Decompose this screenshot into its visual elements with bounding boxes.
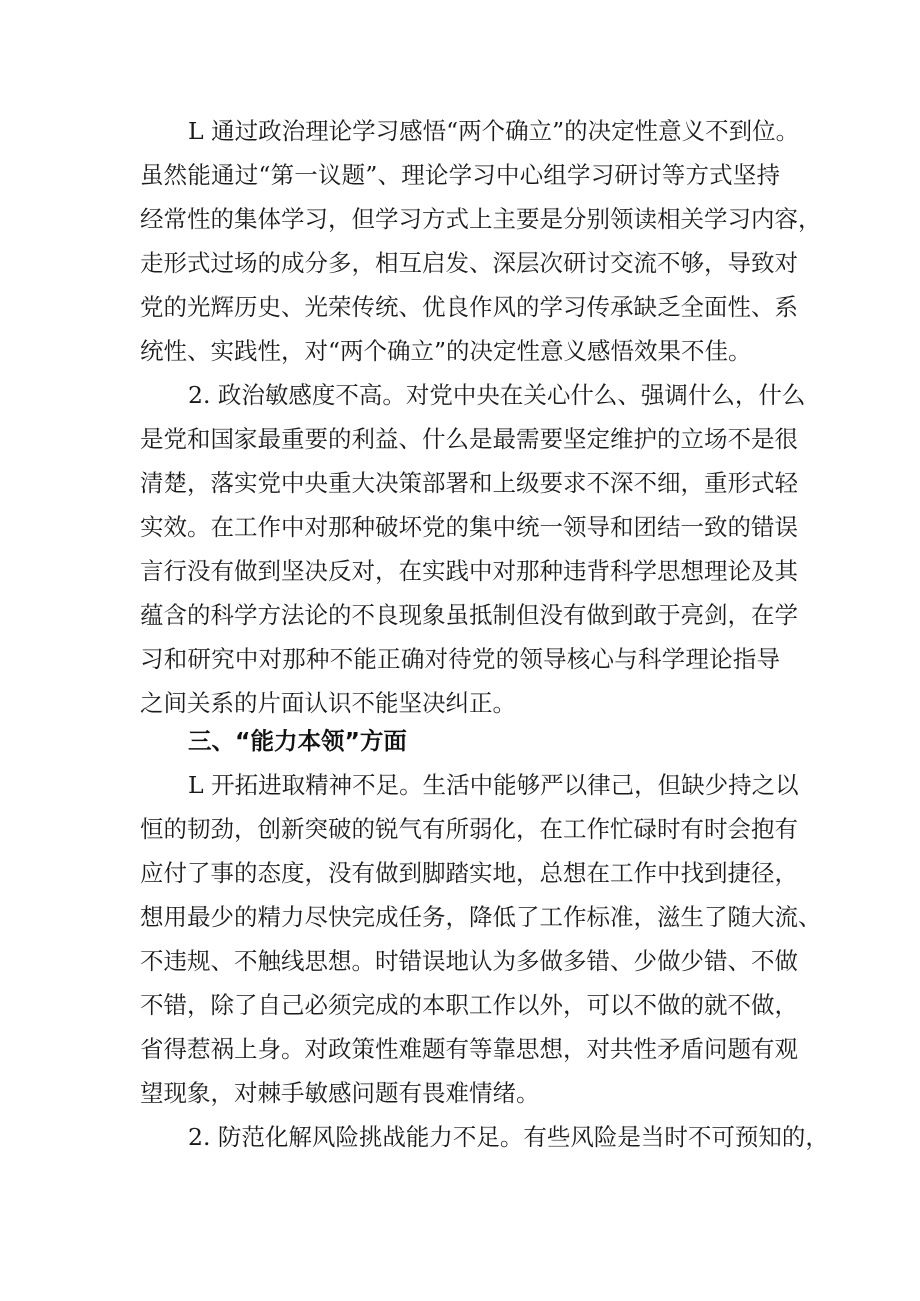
paragraph-line: 不错，除了自己必须完成的本职工作以外，可以不做的就不做， xyxy=(140,991,798,1019)
paragraph-line: L 通过政治理论学习感悟“两个确立”的决定性意义不到位。 xyxy=(188,117,800,145)
paragraph-line: 党的光辉历史、光荣传统、优良作风的学习传承缺乏全面性、系 xyxy=(140,293,798,321)
paragraph-line: 蕴含的科学方法论的不良现象虽抵制但没有做到敢于亮剑，在学 xyxy=(140,601,798,629)
paragraph-line: 之间关系的片面认识不能坚决纠正。 xyxy=(140,689,516,717)
paragraph-line: 不违规、不触线思想。时错误地认为多做多错、少做少错、不做 xyxy=(140,947,798,975)
paragraph-line: 2. 防范化解风险挑战能力不足。有些风险是当时不可预知的， xyxy=(188,1123,829,1151)
paragraph-line: 实效。在工作中对那种破坏党的集中统一领导和团结一致的错误 xyxy=(140,513,798,541)
paragraph-line: 经常性的集体学习，但学习方式上主要是分别领读相关学习内容， xyxy=(140,205,822,233)
paragraph-line: 望现象，对棘手敏感问题有畏难情绪。 xyxy=(140,1079,540,1107)
paragraph-line: 2. 政治敏感度不高。对党中央在关心什么、强调什么，什么 xyxy=(188,381,806,409)
paragraph-line: 想用最少的精力尽快完成任务，降低了工作标准，滋生了随大流、 xyxy=(140,903,822,931)
paragraph-line: 恒的韧劲，创新突破的锐气有所弱化，在工作忙碌时有时会抱有 xyxy=(140,815,798,843)
paragraph-line: 虽然能通过“第一议题”、理论学习中心组学习研讨等方式坚持 xyxy=(140,161,780,189)
paragraph-line: 言行没有做到坚决反对，在实践中对那种违背科学思想理论及其 xyxy=(140,557,798,585)
section-heading: 三、“能力本领”方面 xyxy=(188,727,407,755)
paragraph-line: 清楚，落实党中央重大决策部署和上级要求不深不细，重形式轻 xyxy=(140,469,798,497)
paragraph-line: 省得惹祸上身。对政策性难题有等靠思想，对共性矛盾问题有观 xyxy=(140,1035,798,1063)
paragraph-line: 走形式过场的成分多，相互启发、深层次研讨交流不够，导致对 xyxy=(140,249,798,277)
paragraph-line: 是党和国家最重要的利益、什么是最需要坚定维护的立场不是很 xyxy=(140,425,798,453)
paragraph-line: L 开拓进取精神不足。生活中能够严以律己，但缺少持之以 xyxy=(188,771,799,799)
paragraph-line: 统性、实践性，对“两个确立”的决定性意义感悟效果不佳。 xyxy=(140,337,752,365)
paragraph-line: 应付了事的态度，没有做到脚踏实地，总想在工作中找到捷径， xyxy=(140,859,798,887)
paragraph-line: 习和研究中对那种不能正确对待党的领导核心与科学理论指导 xyxy=(140,645,780,673)
